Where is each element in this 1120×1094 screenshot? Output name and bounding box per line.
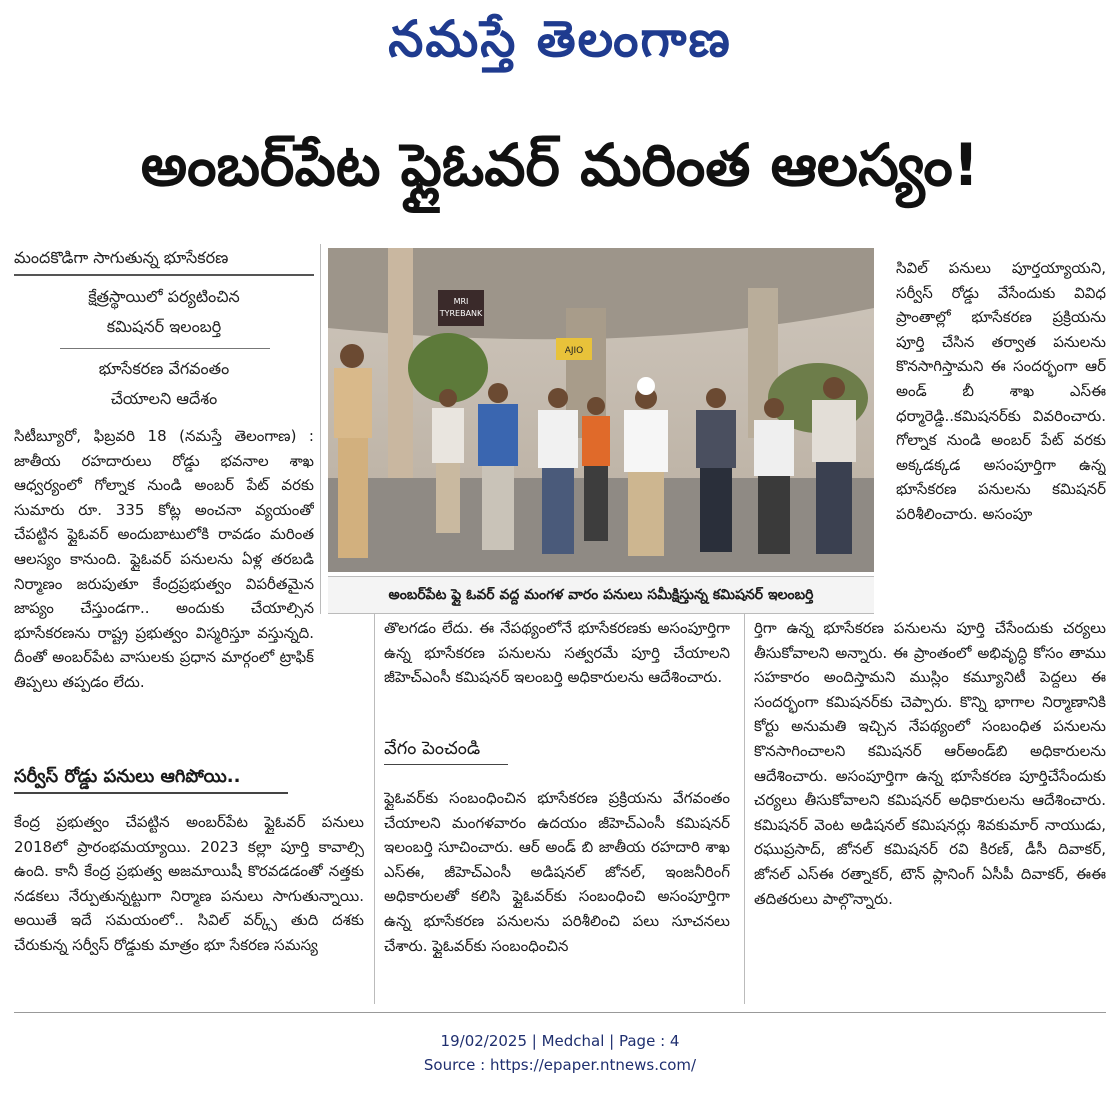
column-3-text-b <box>754 616 1106 1006</box>
news-photo <box>328 248 874 572</box>
photo-caption: అంబర్‌పేట ఫ్లై ఓవర్‌ వద్ద మంగళ వారం పనులు సమీక్షిస్తున్న కమిషనర్‌ ఇలంబర్తి <box>328 576 874 614</box>
column-rule <box>374 614 375 1004</box>
sign-tyrebank: TYREBANK <box>439 309 483 318</box>
column-1-text-b <box>14 810 364 1000</box>
subhead-3: భూసేకరణ వేగవంతం <box>98 359 230 378</box>
headline: అంబర్‌పేట ఫ్లైఓవర్‌ మరింత ఆలస్యం! <box>140 131 980 199</box>
column-rule <box>744 614 745 1004</box>
sign-mri: MRI <box>453 297 469 306</box>
col2-paragraph-2: ఫ్లైఓవర్‌కు సంబంధించిన భూసేకరణ ప్రక్రియను వేగవంతం చేయాలని మంగళవారం ఉదయం జీహెచ్‌ఎంసీ కమిషనర్‌ ఇలంబర్తి సూచించారు. ఆర్‌ అండ్‌ బి జాతీయ రహదారి శాఖ ఎస్‌ఈ, జీహెచ్‌ఎంసీ అడిషనల్‌ జోనల్‌, ఇంజనీరింగ్‌ అధికారులతో కలిసి ఫ్లైఓవర్‌కు సంబంధించి అసంపూర్తిగా ఉన్న భూసేకరణ పనులను పరిశీలించి పలు సూచనలు చేశారు. ఫ్లైఓవర్‌కు సంబంధించిన <box>384 789 730 955</box>
column-2-text-b <box>384 786 730 1002</box>
column-rule <box>320 244 321 614</box>
divider <box>60 348 270 349</box>
sign-ajio: AJIO <box>564 346 584 356</box>
footer-dateline: 19/02/2025 | Medchal | Page : 4 <box>440 1032 680 1050</box>
column-3-text-a <box>896 256 1106 612</box>
footer-source[interactable]: Source : https://epaper.ntnews.com/ <box>423 1056 697 1074</box>
masthead: నమస్తే తెలంగాణ <box>388 9 732 68</box>
footer-divider <box>14 1012 1106 1013</box>
col3-paragraph-2: ర్తిగా ఉన్న భూసేకరణ పనులను పూర్తి చేసేందుకు చర్యలు తీసుకోవాలని అన్నారు. ఈ ప్రాంతంలో అభివృద్ధి కోసం తాము సహకారం అందిస్తామని ముస్లిం కమ్యూనిటీ పెద్దలు ఈ సందర్భంగా కమిషనర్‌కు చెప్పారు. కొన్ని భాగాల నిర్మాణానికి కోర్టు అనుమతి ఇచ్చిన నేపథ్యంలో సంబంధిత పనులను కొనసాగించాలని కమిషనర్‌ ఆర్‌అండ్‌బి అధికారులను ఆదేశించారు. అసంపూర్తిగా ఉన్న భూసేకరణ పూర్తిచేసేందుకు చర్యలు తీసుకోవాలని కమిషనర్‌ అధికారులను ఆదేశించారు. కమిషనర్‌ వెంట అడిషనల్‌ కమిషనర్లు శివకుమార్‌ నాయుడు, రఘుప్రసాద్‌, జోనల్‌ కమిషనర్‌ రవి కిరణ్‌, డీసీ దివాకర్‌, జోనల్‌ ఎస్‌ఈ రత్నాకర్‌, టౌన్‌ ప్లానింగ్‌ ఏసీపీ దివాకర్‌, ఈఈ తదితరులు పాల్గొన్నారు. <box>754 619 1106 908</box>
section-heading-speed-up: వేగం పెంచండి <box>384 734 508 765</box>
col2-paragraph-1: తొలగడం లేదు. ఈ నేపథ్యంలోనే భూసేకరణకు అసంపూర్తిగా ఉన్న భూసేకరణ పనులను సత్వరమే పూర్తి చేయాలని జీహెచ్‌ఎంసీ కమిషనర్‌ ఇలంబర్తి అధికారులను ఆదేశించారు. <box>384 619 730 687</box>
column-1-text-a <box>14 424 314 760</box>
subhead-4: చేయాలని ఆదేశం <box>110 389 218 408</box>
col1-paragraph-2: కేంద్ర ప్రభుత్వం చేపట్టిన అంబర్‌పేట ఫ్లైఓవర్‌ పనులు 2018లో ప్రారంభమయ్యాయి. 2023 కల్లా పూర్తి కావాల్సి ఉంది. కానీ కేంద్ర ప్రభుత్వ అజమాయిషీ కొరవడడంతో నత్తకు నడకలు నేర్పుతున్నట్టుగా నిర్మాణ పనులు సాగుతున్నాయి. అయితే ఇదే సమయంలో.. సివిల్‌ వర్క్స్‌ తుది దశకు చేరుకున్న సర్వీస్‌ రోడ్డుకు మాత్రం భూ సేకరణ సమస్య <box>14 813 364 954</box>
kicker: మందకొడిగా సాగుతున్న భూసేకరణ <box>14 244 314 276</box>
col3-paragraph-1: సివిల్‌ పనులు పూర్తయ్యాయని, సర్వీస్‌ రోడ్డు వేసేందుకు వివిధ ప్రాంతాల్లో భూసేకరణ ప్రక్రియను పూర్తి చేసిన తర్వాత పనులను కొనసాగిస్తామని ఈ సందర్భంగా ఆర్‌ అండ్‌ బీ శాఖ ఎస్‌ఈ ధర్మారెడ్డి..కమిషనర్‌కు వివరించారు. గోల్నాక నుండి అంబర్‌ పేట్‌ వరకు అక్కడక్కడ అసంపూర్తిగా ఉన్న భూసేకరణ పనులను కమిషనర్‌ పరిశీలించారు. అసంపూ <box>896 259 1106 523</box>
subhead-1: క్షేత్రస్థాయిలో పర్యటించిన <box>88 287 240 306</box>
col1-paragraph-1: సిటీబ్యూరో, ఫిబ్రవరి 18 (నమస్తే తెలంగాణ) : జాతీయ రహదారులు రోడ్డు భవనాల శాఖ ఆధ్వర్యంలో గోల్నాక నుండి అంబర్‌ పేట్‌ వరకు సుమారు రూ. 335 కోట్ల అంచనా వ్యయంతో చేపట్టిన ఫ్లైఓవర్‌ అందుబాటులోకి రావడం మరింత ఆలస్యం కానుంది. ఫ్లైఓవర్‌ పనులను ఏళ్ల తరబడి నిర్మాణం జరుపుతూ కేంద్రప్రభుత్వం విపరీతమైన జాప్యం చేస్తుండగా.. అందుకు చేయాల్సిన భూసేకరణను రాష్ట్ర ప్రభుత్వం విస్మరిస్తూ వస్తున్నది. దీంతో అంబర్‌పేట వాసులకు ప్రధాన మార్గంలో ట్రాఫిక్‌ తిప్పలు తప్పడం లేదు. <box>14 427 314 691</box>
column-2-text-a <box>384 616 730 726</box>
section-heading-service-road: సర్వీస్‌ రోడ్డు పనులు ఆగిపోయి.. <box>14 762 288 794</box>
subhead-2: కమిషనర్‌ ఇలంబర్తి <box>106 317 222 336</box>
